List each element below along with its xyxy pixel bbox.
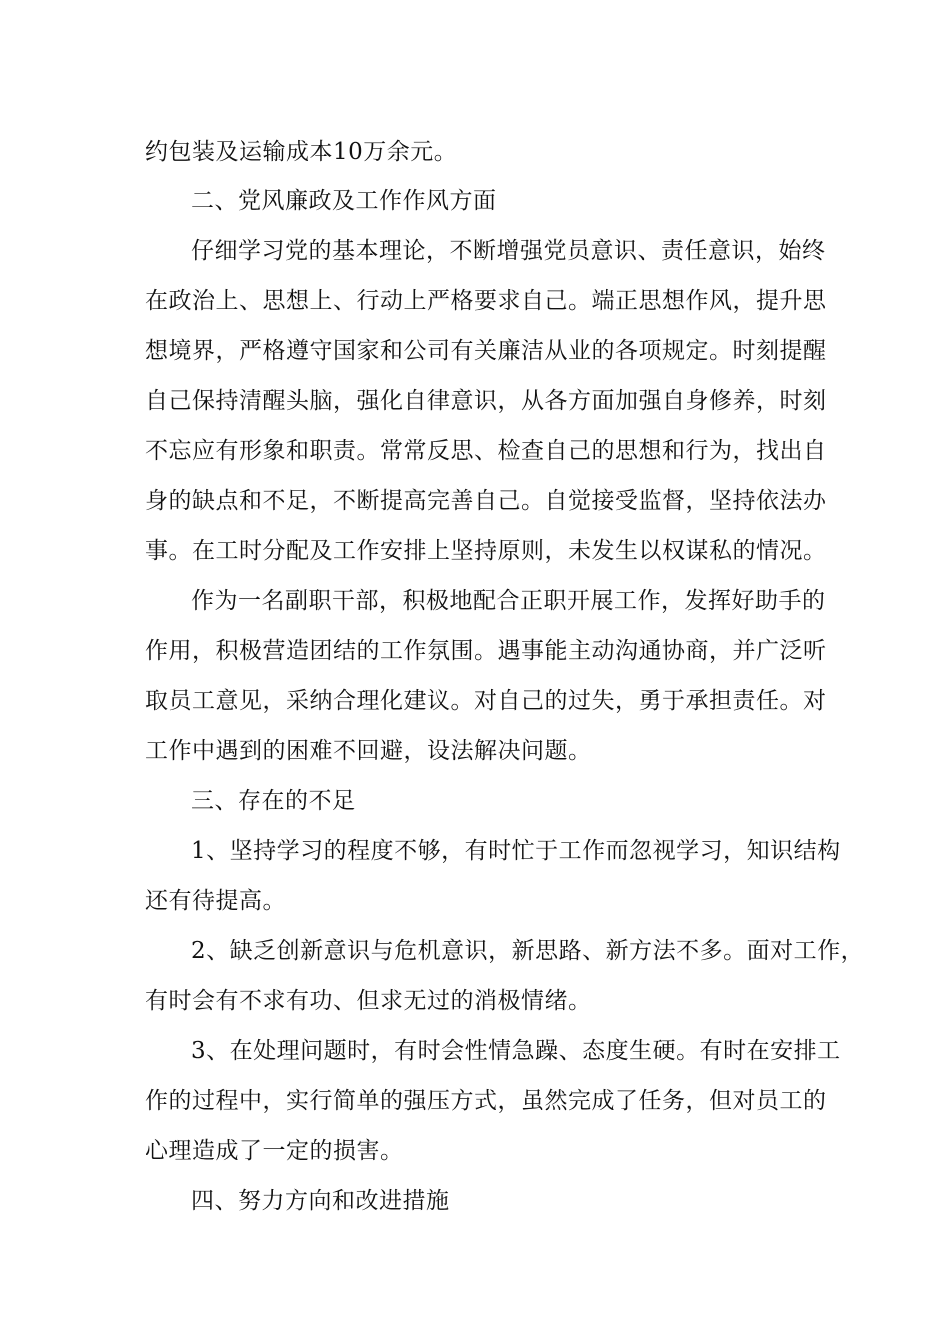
text-line: 约包装及运输成本10万余元。 [145, 139, 458, 165]
list-item: 3、在处理问题时，有时会性情急躁、态度生硬。有时在安排工 [191, 1038, 841, 1064]
text-line: 作用，积极营造团结的工作氛围。遇事能主动沟通协商，并广泛听 [145, 638, 827, 664]
text-line: 作的过程中，实行简单的强压方式，虽然完成了任务，但对员工的 [145, 1088, 827, 1114]
text-line: 工作中遇到的困难不回避，设法解决问题。 [145, 738, 592, 764]
section-heading: 四、努力方向和改进措施 [191, 1188, 450, 1214]
text-line: 自己保持清醒头脑，强化自律意识，从各方面加强自身修养，时刻 [145, 388, 827, 414]
text-line: 在政治上、思想上、行动上严格要求自己。端正思想作风，提升思 [145, 288, 827, 314]
text-line: 事。在工时分配及工作安排上坚持原则，未发生以权谋私的情况。 [145, 538, 827, 564]
text-line: 有时会有不求有功、但求无过的消极情绪。 [145, 988, 592, 1014]
text-line: 仔细学习党的基本理论，不断增强党员意识、责任意识，始终 [191, 238, 826, 264]
section-heading: 二、党风廉政及工作作风方面 [191, 188, 497, 214]
text-line: 还有待提高。 [145, 888, 286, 914]
list-item: 2、缺乏创新意识与危机意识，新思路、新方法不多。面对工作， [191, 938, 865, 964]
text-line: 作为一名副职干部，积极地配合正职开展工作，发挥好助手的 [191, 588, 826, 614]
text-line: 想境界，严格遵守国家和公司有关廉洁从业的各项规定。时刻提醒 [145, 338, 827, 364]
text-line: 心理造成了一定的损害。 [145, 1138, 404, 1164]
section-heading: 三、存在的不足 [191, 788, 356, 814]
text-line: 不忘应有形象和职责。常常反思、检查自己的思想和行为，找出自 [145, 438, 827, 464]
text-line: 取员工意见，采纳合理化建议。对自己的过失，勇于承担责任。对 [145, 688, 827, 714]
text-line: 身的缺点和不足，不断提高完善自己。自觉接受监督，坚持依法办 [145, 488, 827, 514]
list-item: 1、坚持学习的程度不够，有时忙于工作而忽视学习，知识结构 [191, 838, 841, 864]
